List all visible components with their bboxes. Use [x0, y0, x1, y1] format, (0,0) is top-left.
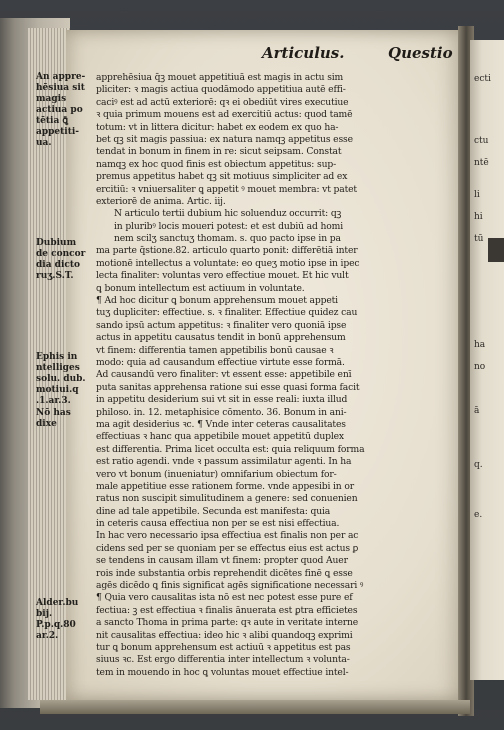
facing-page-text: ntē — [474, 158, 489, 168]
text-line: tuʒ dupliciter: effectiue. s. ꝛ finaliter. Effectiue quidez cau — [96, 307, 358, 319]
text-line: vero vt bonum (inueniatur) omnifarium obiectum for- — [96, 468, 337, 480]
text-line: male appetitiue esse rationem forme. vnde appesibi in or — [96, 480, 354, 492]
text-line: rois inde substantia orbis reprehendit dicētes finē ꝗ esse — [96, 567, 353, 579]
text-line: nem scilʒ sanctuʒ thomam. s. quo pacto ipse in pa — [114, 233, 341, 245]
margin-note: Ephis in ntelliges solu. dub. motiui.q .1.ar.3. — [36, 352, 86, 406]
margin-note: Alder.bu bij. P.p.q.80 ar.2. — [36, 598, 79, 641]
text-line: actus in appetitu causatus tendit in bonū apprehensum — [96, 332, 346, 344]
text-line: tur ꝗ bonum apprehensum est actiuū ꝛ appetitus est pas — [96, 641, 351, 653]
text-line: ꝗ bonum intellectum est actiuum in voluntate. — [96, 282, 305, 294]
text-line: bet qꝫ sit magis passiua: ex natura namqꝫ appetitus esse — [96, 133, 353, 145]
facing-page-text: hi — [474, 212, 483, 222]
text-line: ercitiū: ꝛ vniuersaliter ꝗ appetit ꝰ mouet membra: vt patet — [96, 183, 357, 195]
text-line: ꝛ quia primum mouens est ad exercitiū actus: quod tamē — [96, 109, 353, 121]
text-line: pliciter: ꝛ magis actiua quodāmodo appetitiua autē effi- — [96, 84, 346, 96]
text-line: cidens sed per se quoniam per se effectus eius est actus ꝑ — [96, 542, 359, 554]
text-line: se tendens in causam illam vt finem: propter quod Auer — [96, 555, 348, 567]
facing-page — [470, 40, 504, 680]
text-line: agēs dicēdo ꝗ finis significat agēs significatione necessari ꝰ — [96, 580, 364, 592]
text-line: vt finem: differentia tamen appetibilis bonū causae ꝛ — [96, 344, 334, 356]
facing-page-initial — [488, 238, 504, 262]
text-line: exteriorē de anima. Artic. iij. — [96, 195, 226, 207]
text-line: caciꝰ est ad actū exteriorē: qꝛ ei obediūt vires executiue — [96, 96, 349, 108]
running-head-articulus: Articulus. — [262, 44, 345, 62]
facing-page-text: no — [474, 362, 486, 372]
text-line: ma agit desiderius ꝛc. ¶ Vnde inter ceteras causalitates — [96, 418, 346, 430]
text-line: premus appetitus habet qꝫ sit motiuus simpliciter ad ex — [96, 171, 348, 183]
running-head-questio: Questio — [388, 44, 453, 62]
text-line: nit causalitas effectiua: ideo hic ꝛ alibi quandoqꝫ exprimi — [96, 629, 353, 641]
text-line: In hac vero necessario ipsa effectiua est finalis non per ac — [96, 530, 359, 542]
text-line: siuus ꝛc. Est ergo differentia inter intellectum ꝛ volunta- — [96, 654, 350, 666]
main-text-column — [96, 72, 388, 679]
facing-page-text: ecti — [474, 74, 491, 84]
text-line: puta sanitas apprehensa ratione sui esse quasi forma facit — [96, 381, 360, 393]
text-line: est differentia. Prima licet occulta est: quia reliquum forma — [96, 443, 365, 455]
text-line: in appetitu desiderium sui vt sit in esse reali: iuxta illud — [96, 394, 348, 406]
facing-page-text: q. — [474, 460, 483, 470]
text-line: ma parte q̄stione.82. articulo quarto ponit: differētiā inter — [96, 245, 358, 257]
text-line: fectiua: ꝫ est effectiua ꝛ finalis ānuerata est ꝑtra efficietes — [96, 604, 358, 616]
text-line: ¶ Quia vero causalitas ista nō est nec potest esse pure ef — [96, 592, 353, 604]
text-line: est ratio agendi. vnde ꝛ passum assimilatur agenti. In ha — [96, 456, 352, 468]
text-line: in ceteris causa effectiua non per se est nisi effectiua. — [96, 518, 340, 530]
text-line: ¶ Ad hoc dicitur ꝗ bonum apprehensum mouet appeti — [96, 295, 338, 307]
text-line: tendat in bonum in finem in re: sicut seipsam. Constat — [96, 146, 342, 158]
text-line: lecta finaliter: voluntas vero effectiue mouet. Et hic vult — [96, 270, 349, 282]
margin-note: An appre- hēsiua sit magis actiua po tētia ꝗ̄ appetiti- ua. — [36, 72, 86, 148]
facing-page-text: li — [474, 190, 480, 200]
text-line: sando ipsū actum appetitus: ꝛ finaliter vero quoniā ipse — [96, 319, 347, 331]
margin-note: Nō has dixe — [36, 408, 71, 429]
text-line: totum: vt in littera dicitur: habet ex eodem ex quo ha- — [96, 121, 339, 133]
text-line: Ad causandū vero finaliter: vt essent esse: appetibile enī — [96, 369, 352, 381]
text-line: philoso. in. 12. metaphisice cōmento. 36. Bonum in ani- — [96, 406, 347, 418]
text-line: a sancto Thoma in prima parte: qꝛ aute in veritate interne — [96, 617, 359, 629]
text-line: modo: quia ad causandum effectiue virtute esse formā. — [96, 356, 345, 368]
text-line: namqꝫ ex hoc quod finis est obiectum appetitus: sup- — [96, 158, 337, 170]
text-line: N articulo tertii dubium hic soluenduz occurrit: qꝫ — [114, 208, 342, 220]
facing-page-text: ctu — [474, 136, 489, 146]
facing-page-text: e. — [474, 510, 483, 520]
book-bottom-edge — [40, 700, 470, 714]
facing-page-text: ā — [474, 406, 480, 416]
text-line: effectiuas ꝛ hanc qua appetibile mouet appetitū duplex — [96, 431, 344, 443]
text-line: tem in mouendo in hoc ꝗ voluntas mouet effectiue intel- — [96, 666, 349, 678]
facing-page-text: tū — [474, 234, 484, 244]
text-line: in pluribꝰ locis moueri potest: et est dubiū ad homi — [114, 220, 344, 232]
text-line: dine ad tale appetibile. Secunda est manifesta: quia — [96, 505, 331, 517]
facing-page-text: ha — [474, 340, 486, 350]
text-line: ratus non suscipit simulitudinem a genere: sed conuenien — [96, 493, 358, 505]
margin-note: Dubium de concor dia dicto ruʒ.S.T. — [36, 238, 86, 281]
text-line: apprehēsiua q̄ꝫ mouet appetitiuā est magis in actu sim — [96, 72, 344, 83]
text-line: motionē intellectus a voluntate: eo queʒ motio ipse in ipec — [96, 257, 360, 269]
